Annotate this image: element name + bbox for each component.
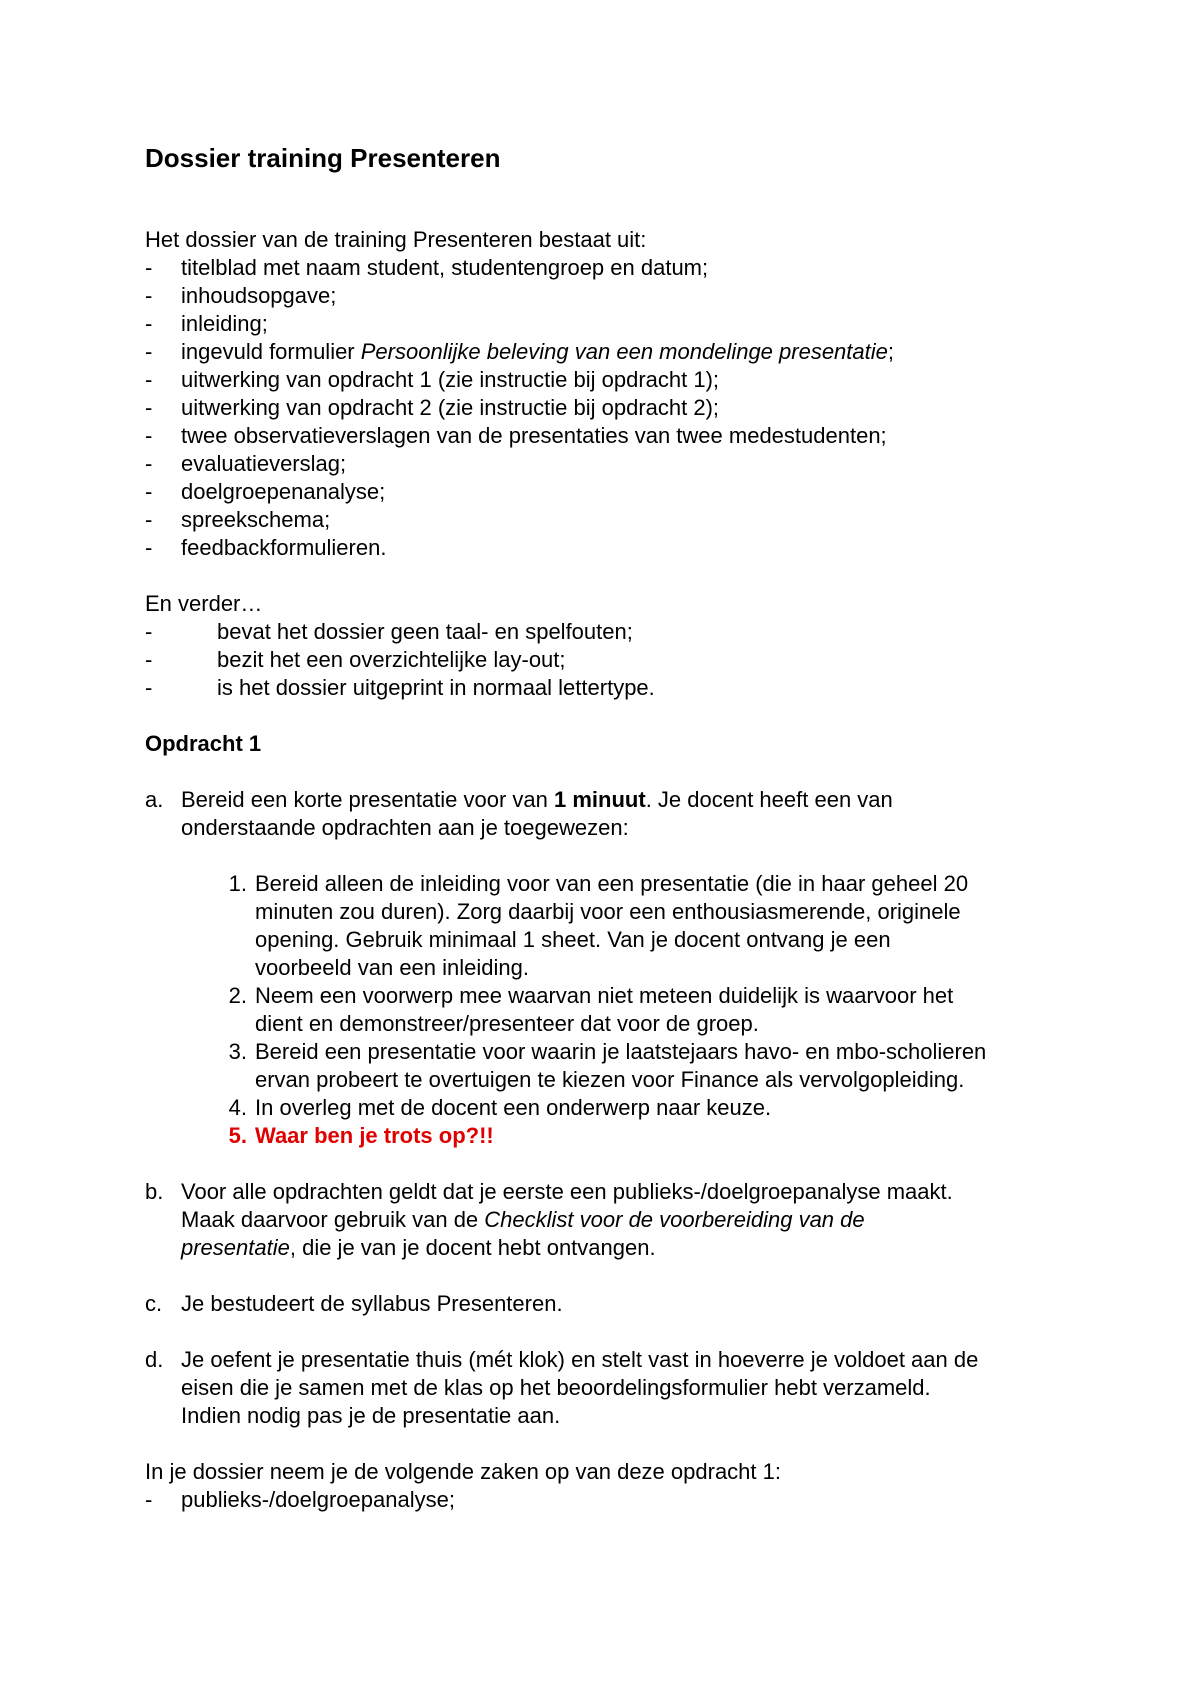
option-text-line: minuten zou duren). Zorg daarbij voor een enthousiasmerende, originele: [255, 899, 961, 924]
list-item-text: evaluatieverslag;: [181, 451, 347, 476]
step-text: Je oefent je presentatie thuis (mét klok) en stelt vast in hoeverre je voldoet aan de: [181, 1347, 979, 1372]
step-letter: c.: [145, 1291, 163, 1316]
form-label: ingevuld formulier: [181, 339, 361, 364]
step-text: Je bestudeert de syllabus Presenteren.: [181, 1291, 563, 1316]
list-item-text: bevat het dossier geen taal- en spelfouten;: [217, 619, 633, 644]
option-text-line: voorbeeld van een inleiding.: [255, 955, 529, 980]
checklist-title: presentatie: [181, 1235, 290, 1260]
option-number: 1.: [228, 871, 247, 896]
step-text-line: Indien nodig pas je de presentatie aan.: [181, 1403, 561, 1428]
dash-bullet: -: [145, 367, 153, 392]
list-item-text: publieks-/doelgroepanalyse;: [181, 1487, 455, 1512]
step-text-line: [181, 1206, 865, 1234]
step-text: Voor alle opdrachten geldt dat je eerste een publieks-/doelgroepanalyse maakt.: [181, 1179, 953, 1204]
option-text: In overleg met de docent een onderwerp naar keuze.: [255, 1095, 772, 1120]
dash-bullet: -: [145, 1487, 153, 1512]
duration-highlight: 1 minuut: [554, 787, 646, 812]
step-text-part: . Je docent heeft een van: [645, 787, 893, 812]
step-text-part: Bereid een korte presentatie voor van: [181, 787, 555, 812]
list-item-text: titelblad met naam student, studentengroep en datum;: [181, 255, 709, 280]
dash-bullet: -: [145, 647, 153, 672]
step-letter: a.: [145, 787, 164, 812]
form-end: ;: [887, 339, 895, 364]
option-number: 3.: [228, 1039, 247, 1064]
list-item-text: [181, 338, 894, 366]
option-text: Bereid alleen de inleiding voor van een presentatie (die in haar geheel 20: [255, 871, 969, 896]
list-item-text: feedbackformulieren.: [181, 535, 387, 560]
dash-bullet: -: [145, 479, 153, 504]
step-letter: b.: [145, 1179, 164, 1204]
dash-bullet: -: [145, 535, 153, 560]
dash-bullet: -: [145, 507, 153, 532]
dash-bullet: -: [145, 451, 153, 476]
step-text-line: onderstaande opdrachten aan je toegewezen:: [181, 815, 629, 840]
list-item-text: uitwerking van opdracht 2 (zie instructie bij opdracht 2);: [181, 395, 720, 420]
dash-bullet: -: [145, 675, 153, 700]
step-letter: d.: [145, 1347, 164, 1372]
dash-bullet: -: [145, 283, 153, 308]
option-text: Bereid een presentatie voor waarin je laatstejaars havo- en mbo-scholieren: [255, 1039, 987, 1064]
list-item-text: inhoudsopgave;: [181, 283, 337, 308]
list-item-text: spreekschema;: [181, 507, 331, 532]
step-text-line: eisen die je samen met de klas op het beoordelingsformulier hebt verzameld.: [181, 1375, 931, 1400]
closing-text: In je dossier neem je de volgende zaken op van deze opdracht 1:: [145, 1459, 781, 1484]
form-title: Persoonlijke beleving van een mondelinge presentatie: [360, 339, 888, 364]
section-heading: Opdracht 1: [145, 731, 262, 756]
step-text-part: , die je van je docent hebt ontvangen.: [289, 1235, 656, 1260]
page-title: Dossier training Presenteren: [145, 143, 501, 173]
further-label: En verder…: [145, 591, 263, 616]
list-item-text: inleiding;: [181, 311, 268, 336]
option-text-line: ervan probeert te overtuigen te kiezen voor Finance als vervolgopleiding.: [255, 1067, 965, 1092]
option-text-line: opening. Gebruik minimaal 1 sheet. Van je docent ontvang je een: [255, 927, 891, 952]
option-number: 5.: [228, 1123, 247, 1148]
step-text-line: [181, 1234, 656, 1262]
dash-bullet: -: [145, 339, 153, 364]
list-item-text: is het dossier uitgeprint in normaal lettertype.: [217, 675, 655, 700]
list-item-text: twee observatieverslagen van de presentaties van twee medestudenten;: [181, 423, 887, 448]
step-text: [181, 786, 893, 814]
option-text: Waar ben je trots op?!!: [255, 1123, 494, 1148]
dash-bullet: -: [145, 619, 153, 644]
step-text-part: Maak daarvoor gebruik van de: [181, 1207, 485, 1232]
option-number: 2.: [228, 983, 247, 1008]
dash-bullet: -: [145, 311, 153, 336]
list-item-text: uitwerking van opdracht 1 (zie instructie bij opdracht 1);: [181, 367, 720, 392]
intro-text: Het dossier van de training Presenteren bestaat uit:: [145, 227, 647, 252]
option-text-line: dient en demonstreer/presenteer dat voor de groep.: [255, 1011, 759, 1036]
option-text: Neem een voorwerp mee waarvan niet meteen duidelijk is waarvoor het: [255, 983, 954, 1008]
list-item-text: doelgroepenanalyse;: [181, 479, 386, 504]
option-number: 4.: [228, 1095, 247, 1120]
dash-bullet: -: [145, 255, 153, 280]
checklist-title: Checklist voor de voorbereiding van de: [484, 1207, 865, 1232]
list-item-text: bezit het een overzichtelijke lay-out;: [217, 647, 566, 672]
dash-bullet: -: [145, 423, 153, 448]
dash-bullet: -: [145, 395, 153, 420]
